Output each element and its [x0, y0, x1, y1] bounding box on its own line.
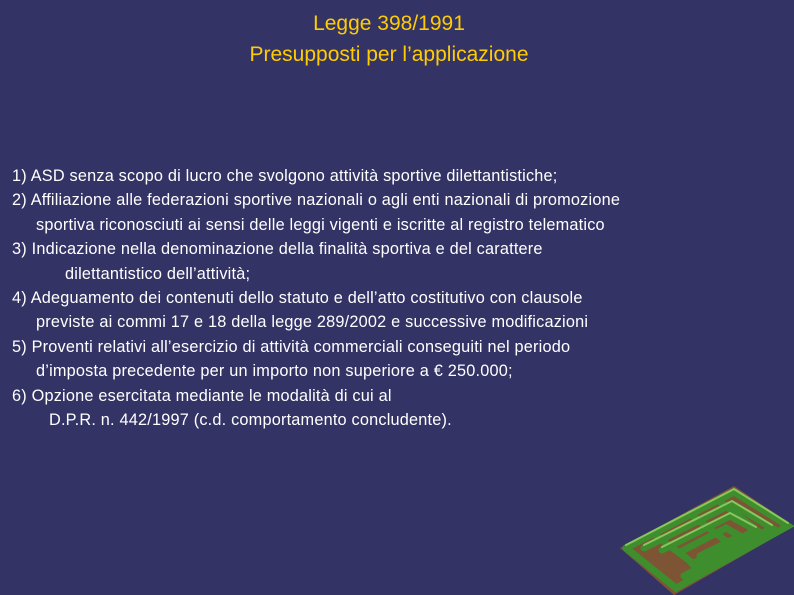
list-item-4-cont: previste ai commi 17 e 18 della legge 289/2002 e successive modificazioni	[36, 313, 589, 332]
list-item-5-cont: d’imposta precedente per un importo non superiore a € 250.000;	[36, 362, 513, 381]
title-line-2: Presupposti per l’applicazione	[249, 43, 529, 66]
list-item-3: 3) Indicazione nella denominazione della finalità sportiva e del carattere	[12, 240, 543, 259]
list-item-2-cont: sportiva riconosciuti ai sensi delle leggi vigenti e iscritte al registro telematico	[36, 215, 605, 234]
list-item-4: 4) Adeguamento dei contenuti dello statuto e dell’atto costitutivo con clausole	[12, 289, 583, 308]
list-item-5: 5) Proventi relativi all’esercizio di attività commerciali conseguiti nel periodo	[12, 337, 571, 356]
title-line-1: Legge 398/1991	[313, 12, 465, 35]
list-item-6: 6) Opzione esercitata mediante le modalità di cui al	[12, 386, 392, 405]
list-item-1: 1) ASD senza scopo di lucro che svolgono attività sportive dilettantistiche;	[12, 167, 558, 185]
list-item-3-cont: dilettantistico dell’attività;	[65, 264, 251, 283]
requirements-list	[12, 164, 794, 432]
list-item-6-cont: D.P.R. n. 442/1997 (c.d. comportamento concludente).	[49, 411, 452, 430]
slide-title	[0, 8, 778, 70]
hedge-maze-icon	[614, 486, 794, 595]
list-item-2: 2) Affiliazione alle federazioni sportive nazionali o agli enti nazionali di promozione	[12, 191, 621, 210]
